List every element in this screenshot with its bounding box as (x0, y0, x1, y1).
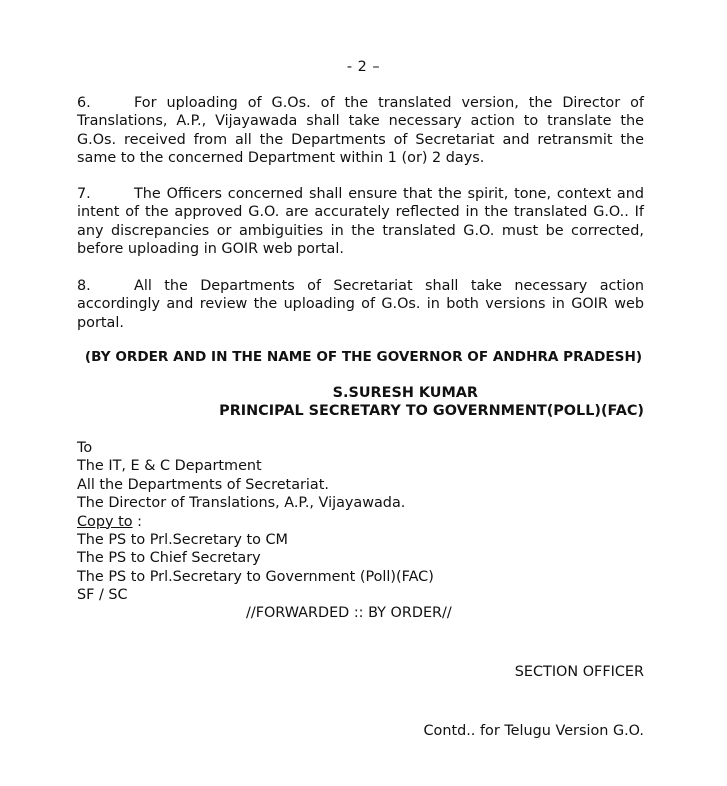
paragraph-number: 7. (77, 186, 91, 202)
copy-recipient: The PS to Prl.Secretary to Government (Poll)(FAC) (77, 568, 434, 585)
paragraph-text: The Officers concerned shall ensure that the spirit, tone, context and intent of the approved G.O. are accurately reflected in the translated G.O.. If any discrepancies or ambiguities in the translated G.O. must be corrected, before uploading in GOIR web portal. (77, 186, 644, 258)
copy-recipient: The PS to Chief Secretary (77, 550, 261, 567)
recipient: All the Departments of Secretariat. (77, 476, 329, 493)
signatory-name: S.SURESH KUMAR (332, 385, 478, 401)
signatory-designation: PRINCIPAL SECRETARY TO GOVERNMENT(POLL)(FAC) (219, 403, 644, 420)
recipient: The IT, E & C Department (77, 458, 262, 475)
address-block (77, 439, 637, 605)
copy-to-label: Copy to (77, 513, 133, 530)
paragraph-number: 8. (77, 278, 91, 294)
paragraph-text: For uploading of G.Os. of the translated version, the Director of Translations, A.P., Vijayawada shall take necessary action to translate the G.Os. received from all the Departments of Secretariat and retransmit the same to the concerned Department within 1 (or) 2 days. (77, 95, 644, 167)
paragraph-7 (77, 185, 644, 259)
forwarded-line: //FORWARDED :: BY ORDER// (246, 605, 452, 621)
recipient: The Director of Translations, A.P., Vijayawada. (77, 495, 406, 512)
section-officer: SECTION OFFICER (514, 664, 644, 680)
order-line: (BY ORDER AND IN THE NAME OF THE GOVERNOR OF ANDHRA PRADESH) (84, 349, 643, 365)
continued-note: Contd.. for Telugu Version G.O. (423, 723, 644, 739)
copy-to-line (77, 513, 637, 531)
signature-block (0, 384, 644, 421)
paragraph-8 (77, 277, 644, 332)
paragraph-6 (77, 94, 644, 168)
paragraph-text: All the Departments of Secretariat shall take necessary action accordingly and review the uploading of G.Os. in both versions in GOIR web portal. (77, 278, 644, 331)
paragraph-number: 6. (77, 95, 91, 111)
copy-recipient: SF / SC (77, 587, 128, 604)
page-number: - 2 – (346, 59, 381, 75)
copy-to-suffix: : (132, 513, 142, 530)
copy-recipient: The PS to Prl.Secretary to CM (77, 532, 288, 549)
to-label: To (77, 440, 93, 456)
